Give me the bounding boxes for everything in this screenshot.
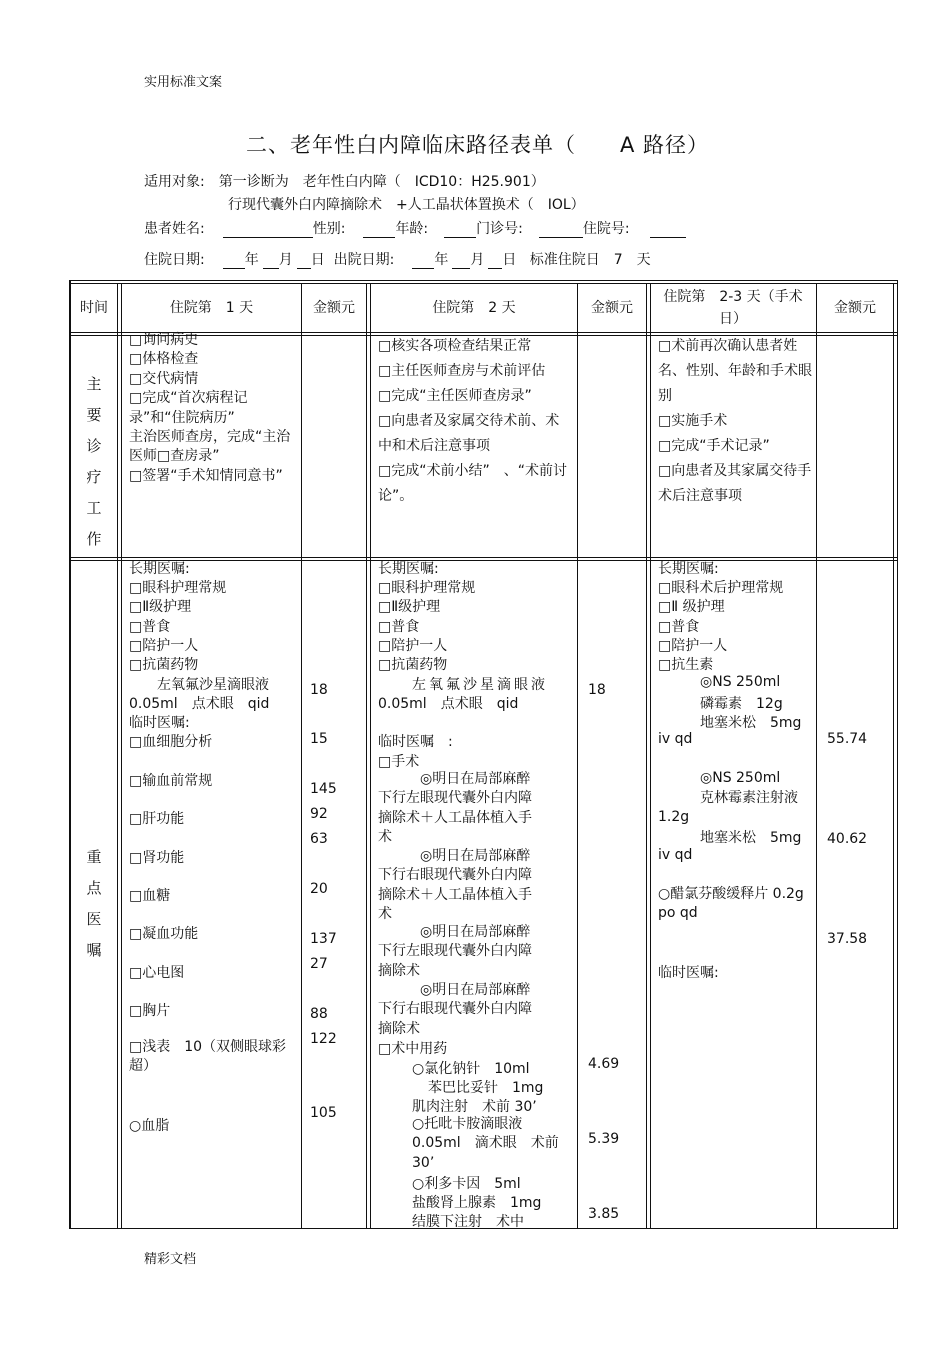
- inpatient-no-label: 住院号:: [582, 221, 630, 237]
- clinic-no-label: 门诊号:: [476, 221, 523, 237]
- info-line-2: 行现代囊外白内障摘除术 +人工晶状体置换术（ IOL）: [228, 197, 585, 213]
- discharge-date-label: 出院日期:: [333, 252, 395, 268]
- page-title: 二、老年性白内障临床路径表单（ A 路径）: [246, 133, 710, 157]
- admit-date-label: 住院日期:: [144, 252, 205, 268]
- main-work-day3: □术前再次确认患者姓名、性别、年龄和手术眼别 □实施手术 □完成“手术记录” □向患者及其家属交待手术后注意事项: [658, 338, 812, 504]
- page-header: 实用标准文案: [144, 75, 223, 90]
- clinic-no-field[interactable]: [539, 223, 583, 238]
- main-work-day2: □核实各项检查结果正常 □主任医师查房与术前评估 □完成“主任医师查房录” □向患者及家属交待术前、术中和术后注意事项 □完成“术前小结” 、“术前讨论”。: [378, 338, 567, 504]
- patient-info-row: [144, 218, 686, 238]
- inpatient-no-field[interactable]: [650, 223, 686, 238]
- month-label: 月: [470, 252, 485, 268]
- patient-name-field[interactable]: [223, 223, 313, 238]
- age-label: 年龄:: [395, 221, 429, 237]
- standard-stay-label: 标准住院日 7 天: [529, 252, 651, 268]
- main-work-day1: □询问病史 □体格检查 □交代病情 □完成“首次病程记录”和“住院病历” 主治医师查房，完成“主治医师□查房录” □签署“手术知情同意书”: [129, 332, 291, 484]
- info-line-1: 适用对象: 第一诊断为 老年性白内障（ ICD10：H25.901）: [144, 174, 545, 190]
- month-label: 月: [278, 252, 293, 268]
- day-label: 日: [502, 252, 517, 268]
- header-day2: 住院第 2 天: [432, 300, 516, 316]
- discharge-year-field[interactable]: [412, 254, 434, 269]
- patient-name-label: 患者姓名:: [144, 221, 205, 237]
- header-amount-2: 金额元: [591, 300, 633, 316]
- row-label-main-work: 主 要 诊 疗 工 作: [86, 375, 102, 548]
- admit-month-field[interactable]: [263, 254, 279, 269]
- header-time: 时间: [80, 300, 108, 316]
- day-label: 日: [310, 252, 325, 268]
- header-day3: 住院第 2-3 天（手术日）: [663, 289, 803, 327]
- year-label: 年: [244, 252, 259, 268]
- header-amount-3: 金额元: [834, 300, 876, 316]
- header-day1: 住院第 1 天: [169, 300, 254, 316]
- sex-field[interactable]: [363, 223, 395, 238]
- page-footer: 精彩文档: [144, 1252, 197, 1267]
- header-amount-1: 金额元: [313, 300, 355, 316]
- row-label-key-orders: 重 点 医 嘱: [86, 848, 102, 959]
- age-field[interactable]: [444, 223, 476, 238]
- admit-year-field[interactable]: [223, 254, 245, 269]
- sex-label: 性别:: [312, 221, 346, 237]
- discharge-month-field[interactable]: [452, 254, 470, 269]
- admit-day-field[interactable]: [297, 254, 311, 269]
- year-label: 年: [434, 252, 449, 268]
- discharge-day-field[interactable]: [488, 254, 502, 269]
- date-info-row: [144, 249, 651, 269]
